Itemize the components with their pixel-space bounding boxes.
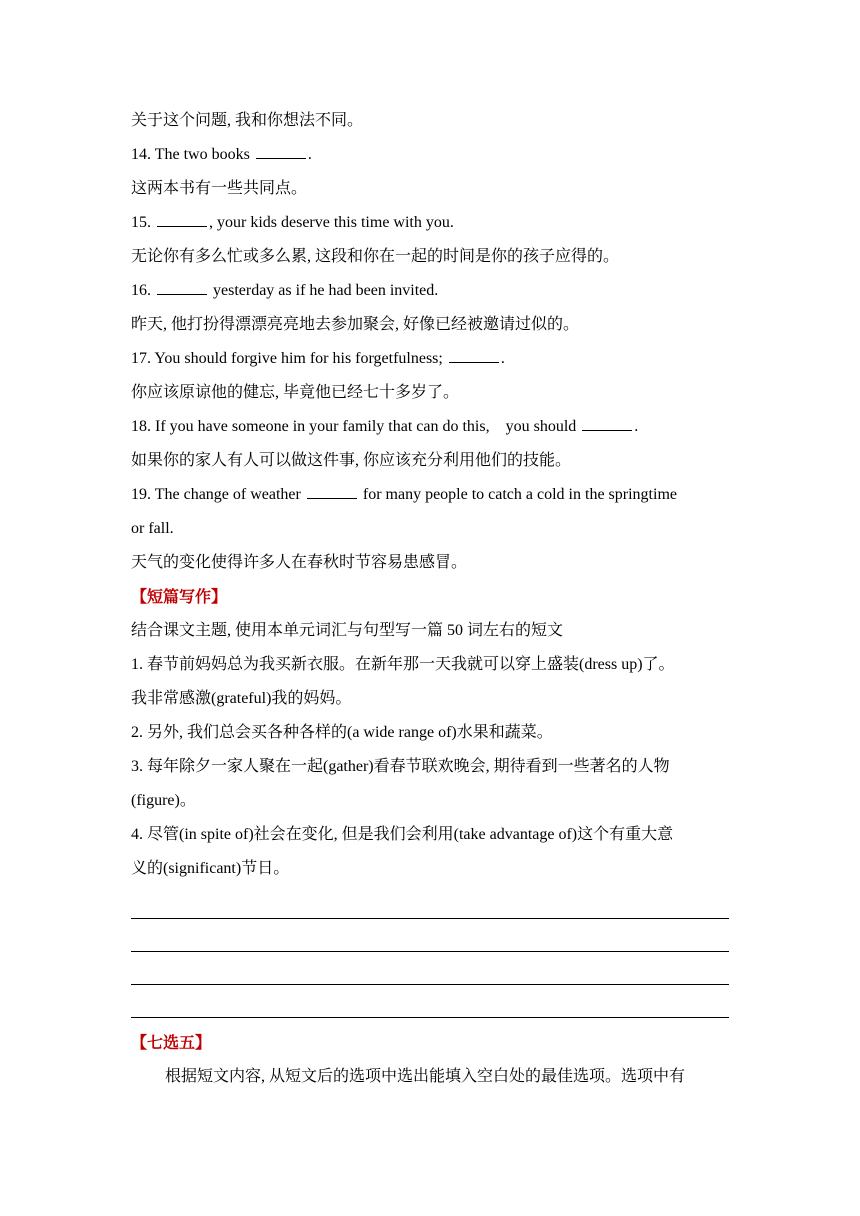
- translation-cn-16: 昨天, 他打扮得漂漂亮亮地去参加聚会, 好像已经被邀请过似的。: [131, 316, 580, 333]
- writing-answer-line-3[interactable]: [131, 952, 729, 985]
- writing-point-2: 2. 另外, 我们总会买各种各样的(a wide range of)水果和蔬菜。: [131, 724, 553, 741]
- writing-answer-line-2[interactable]: [131, 919, 729, 952]
- translation-item-15: 15. , your kids deserve this time with you.: [131, 214, 454, 231]
- reading-section-title: 【七选五】: [131, 1033, 212, 1052]
- writing-point-4: 4. 尽管(in spite of)社会在变化, 但是我们会利用(take advantage of)这个有重大意: [131, 826, 674, 843]
- writing-point-3: 3. 每年除夕一家人聚在一起(gather)看春节联欢晚会, 期待看到一些著名的人物: [131, 758, 670, 775]
- answer-blank-15[interactable]: [157, 212, 207, 227]
- translation-item-19: 19. The change of weather for many people to catch a cold in the springtime: [131, 486, 677, 503]
- translation-item-14: 14. The two books .: [131, 146, 312, 163]
- writing-point-3-cont: (figure)。: [131, 792, 196, 809]
- translation-cn-13: 关于这个问题, 我和你想法不同。: [131, 112, 364, 129]
- translation-cn-17: 你应该原谅他的健忘, 毕竟他已经七十多岁了。: [131, 384, 460, 401]
- answer-blank-19[interactable]: [307, 484, 357, 499]
- writing-instruction: 结合课文主题, 使用本单元词汇与句型写一篇 50 词左右的短文: [131, 622, 564, 639]
- answer-blank-14[interactable]: [256, 144, 306, 159]
- document-page: [131, 104, 731, 1094]
- translation-cn-19: 天气的变化使得许多人在春秋时节容易患感冒。: [131, 554, 468, 571]
- translation-cn-18: 如果你的家人有人可以做这件事, 你应该充分利用他们的技能。: [131, 452, 572, 469]
- answer-blank-16[interactable]: [157, 280, 207, 295]
- translation-item-18: 18. If you have someone in your family that can do this, you should .: [131, 418, 639, 435]
- answer-blank-18[interactable]: [582, 416, 632, 431]
- writing-point-4-cont: 义的(significant)节日。: [131, 860, 290, 877]
- writing-section-title: 【短篇写作】: [131, 587, 228, 606]
- translation-item-19-cont: or fall.: [131, 520, 174, 537]
- writing-point-1-cont: 我非常感激(grateful)我的妈妈。: [131, 690, 352, 707]
- writing-answer-line-4[interactable]: [131, 985, 729, 1018]
- translation-cn-15: 无论你有多么忙或多么累, 这段和你在一起的时间是你的孩子应得的。: [131, 248, 620, 265]
- translation-cn-14: 这两本书有一些共同点。: [131, 180, 308, 197]
- writing-answer-line-1[interactable]: [131, 886, 729, 919]
- translation-item-16: 16. yesterday as if he had been invited.: [131, 282, 439, 299]
- writing-point-1: 1. 春节前妈妈总为我买新衣服。在新年那一天我就可以穿上盛装(dress up)了。: [131, 656, 675, 673]
- translation-item-17: 17. You should forgive him for his forgetfulness; .: [131, 350, 505, 367]
- reading-instruction: 根据短文内容, 从短文后的选项中选出能填入空白处的最佳选项。选项中有: [165, 1068, 686, 1085]
- answer-blank-17[interactable]: [449, 348, 499, 363]
